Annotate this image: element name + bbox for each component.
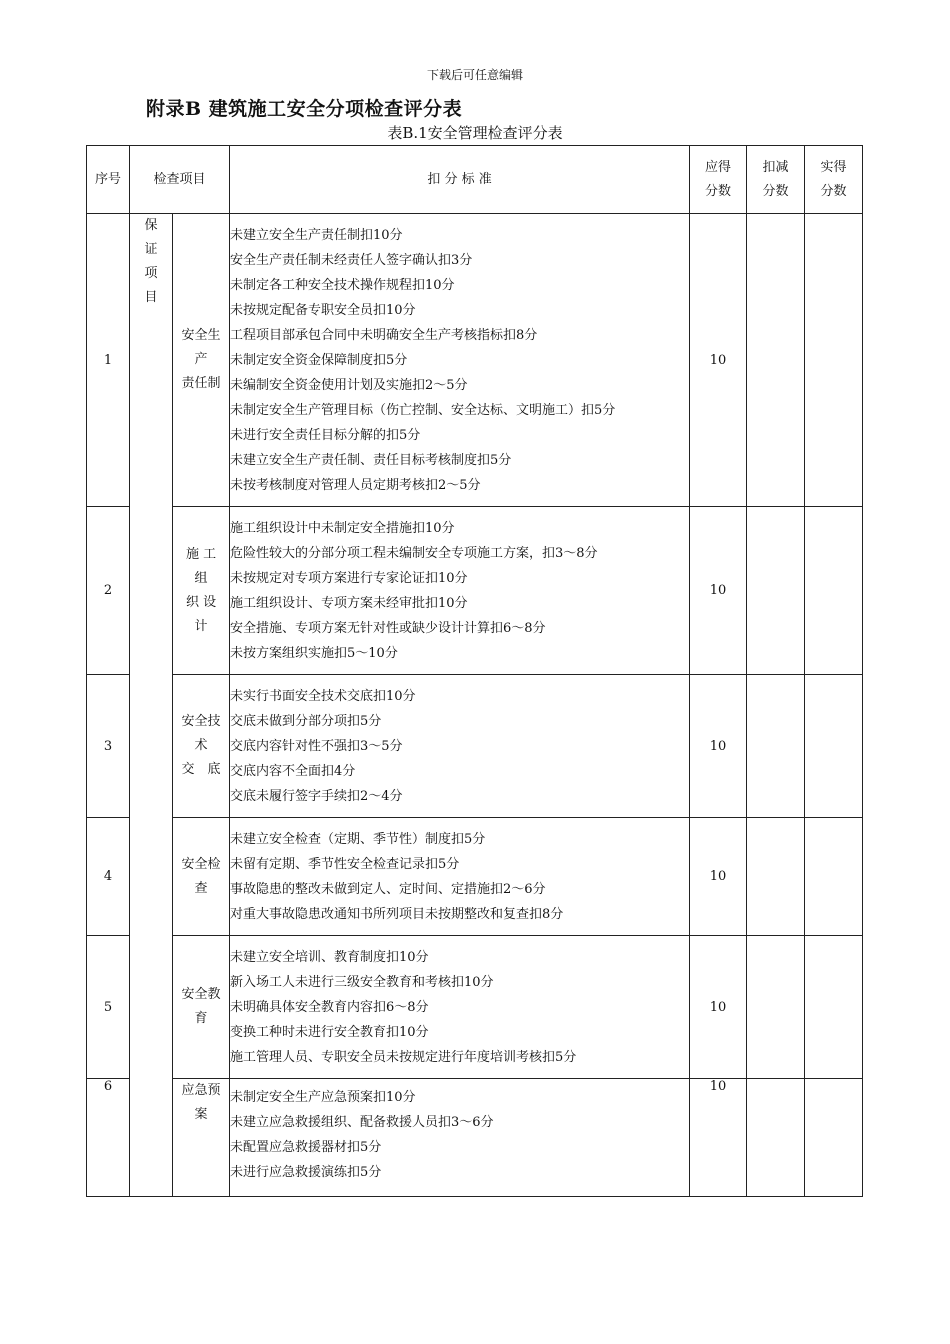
full-score: 10 [690, 214, 747, 507]
deduction-criteria [230, 1079, 690, 1197]
deduct-score [747, 675, 805, 818]
criteria-line: 未按规定配备专职安全员扣10分 [230, 302, 416, 318]
check-item-line: 施 工 [185, 546, 217, 562]
table-header-row [87, 146, 863, 214]
check-item-line: 育 [194, 1011, 208, 1026]
criteria-line: 未制定安全资金保障制度扣5分 [230, 352, 408, 368]
appendix-title: 附录B 建筑施工安全分项检查评分表 [146, 98, 463, 120]
check-item-line: 术 [194, 738, 208, 753]
criteria-line: 施工管理人员、专职安全员未按规定进行年度培训考核扣5分 [230, 1049, 577, 1065]
deduct-score [747, 507, 805, 675]
criteria-line: 施工组织设计中未制定安全措施扣10分 [230, 520, 455, 536]
criteria-line: 未制定安全生产应急预案扣10分 [230, 1090, 416, 1105]
check-item-line: 产 [194, 352, 208, 367]
header-actual-line: 实得 [820, 159, 847, 175]
check-item-line: 安全生 [181, 328, 221, 343]
check-item-line: 安全技 [181, 714, 221, 729]
table-row [87, 507, 863, 675]
row-no: 3 [87, 675, 130, 818]
check-item-line: 案 [194, 1107, 208, 1122]
row-no: 4 [87, 818, 130, 936]
check-item [173, 818, 230, 936]
actual-score [805, 936, 863, 1079]
actual-score [805, 214, 863, 507]
header-full-score-line: 应得 [705, 159, 732, 175]
criteria-line: 未建立安全检查（定期、季节性）制度扣5分 [230, 831, 486, 847]
category-char: 项 [144, 266, 158, 281]
criteria-line: 未进行安全责任目标分解的扣5分 [230, 427, 421, 443]
category-guarantee-items [130, 214, 173, 1197]
deduct-score [747, 936, 805, 1079]
table-row [87, 818, 863, 936]
deduction-criteria [230, 818, 690, 936]
deduct-score [747, 214, 805, 507]
criteria-line: 工程项目部承包合同中未明确安全生产考核指标扣8分 [230, 327, 538, 343]
criteria-line: 未建立安全培训、教育制度扣10分 [230, 949, 429, 965]
criteria-line: 交底内容针对性不强扣3～5分 [230, 738, 403, 754]
actual-score [805, 818, 863, 936]
criteria-line: 安全措施、专项方案无针对性或缺少设计计算扣6～8分 [230, 620, 546, 636]
criteria-line: 施工组织设计、专项方案未经审批扣10分 [230, 595, 468, 611]
criteria-line: 对重大事故隐患改通知书所列项目未按期整改和复查扣8分 [230, 906, 564, 922]
check-item-line: 安全检 [181, 856, 221, 872]
row-no: 5 [87, 936, 130, 1079]
check-item-line: 计 [194, 618, 208, 634]
header-deduct-line: 扣减 [762, 159, 789, 175]
criteria-line: 事故隐患的整改未做到定人、定时间、定措施扣2～6分 [230, 881, 546, 897]
criteria-line: 交底内容不全面扣4分 [230, 763, 356, 779]
criteria-line: 未建立安全生产责任制、责任目标考核制度扣5分 [230, 452, 512, 468]
full-score: 10 [690, 507, 747, 675]
criteria-line: 未配置应急救援器材扣5分 [230, 1140, 382, 1155]
check-item-line: 安全教 [181, 987, 221, 1002]
table-row [87, 936, 863, 1079]
criteria-line: 危险性较大的分部分项工程未编制安全专项施工方案，扣3～8分 [230, 545, 598, 561]
criteria-line: 未按规定对专项方案进行专家论证扣10分 [230, 570, 468, 586]
row-no: 6 [87, 1079, 130, 1197]
actual-score [805, 507, 863, 675]
table-caption: 表B.1安全管理检查评分表 [387, 124, 563, 142]
full-score: 10 [690, 1079, 747, 1197]
header-deduct-line: 分数 [762, 183, 789, 199]
criteria-line: 未建立应急救援组织、配备救援人员扣3～6分 [230, 1115, 494, 1130]
safety-management-score-table [86, 145, 863, 1197]
header-note: 下载后可任意编辑 [426, 68, 523, 82]
header-actual [805, 146, 863, 214]
criteria-line: 未按考核制度对管理人员定期考核扣2～5分 [230, 477, 481, 493]
deduction-criteria [230, 936, 690, 1079]
criteria-line: 未留有定期、季节性安全检查记录扣5分 [230, 856, 460, 872]
actual-score [805, 675, 863, 818]
full-score: 10 [690, 675, 747, 818]
check-item-line: 责任制 [181, 376, 221, 391]
actual-score [805, 1079, 863, 1197]
header-criteria: 扣 分 标 准 [230, 146, 690, 214]
header-deduct [747, 146, 805, 214]
category-char: 证 [144, 242, 158, 257]
row-no: 2 [87, 507, 130, 675]
header-no: 序号 [87, 146, 130, 214]
header-full-score-line: 分数 [705, 183, 732, 199]
row-no: 1 [87, 214, 130, 507]
criteria-line: 交底未做到分部分项扣5分 [230, 713, 382, 729]
deduction-criteria [230, 507, 690, 675]
criteria-line: 未制定各工种安全技术操作规程扣10分 [230, 277, 455, 293]
criteria-line: 未实行书面安全技术交底扣10分 [230, 688, 416, 704]
table-row [87, 1079, 863, 1197]
deduction-criteria [230, 214, 690, 507]
category-char: 目 [144, 290, 158, 305]
deduction-criteria [230, 675, 690, 818]
criteria-line: 未制定安全生产管理目标（伤亡控制、安全达标、文明施工）扣5分 [230, 402, 616, 418]
criteria-line: 变换工种时未进行安全教育扣10分 [230, 1024, 429, 1040]
criteria-line: 安全生产责任制未经责任人签字确认扣3分 [230, 252, 473, 268]
criteria-line: 未建立安全生产责任制扣10分 [230, 227, 403, 243]
check-item [173, 1079, 230, 1197]
check-item-line: 交 底 [181, 762, 221, 777]
check-item [173, 936, 230, 1079]
header-actual-line: 分数 [820, 183, 847, 199]
check-item [173, 675, 230, 818]
check-item-line: 应急预 [181, 1083, 221, 1098]
deduct-score [747, 1079, 805, 1197]
criteria-line: 未编制安全资金使用计划及实施扣2～5分 [230, 377, 468, 393]
criteria-line: 新入场工人未进行三级安全教育和考核扣10分 [230, 974, 494, 990]
category-char: 保 [144, 218, 158, 233]
criteria-line: 未进行应急救援演练扣5分 [230, 1165, 382, 1180]
header-item: 检查项目 [130, 146, 230, 214]
check-item [173, 214, 230, 507]
criteria-line: 交底未履行签字手续扣2～4分 [230, 788, 403, 804]
check-item-line: 组 [194, 570, 208, 586]
check-item-line: 查 [194, 880, 208, 896]
table-row [87, 214, 863, 507]
deduct-score [747, 818, 805, 936]
header-full-score [690, 146, 747, 214]
full-score: 10 [690, 936, 747, 1079]
full-score: 10 [690, 818, 747, 936]
criteria-line: 未明确具体安全教育内容扣6～8分 [230, 999, 429, 1015]
check-item-line: 织 设 [185, 594, 217, 610]
check-item [173, 507, 230, 675]
criteria-line: 未按方案组织实施扣5～10分 [230, 645, 398, 661]
table-row [87, 675, 863, 818]
